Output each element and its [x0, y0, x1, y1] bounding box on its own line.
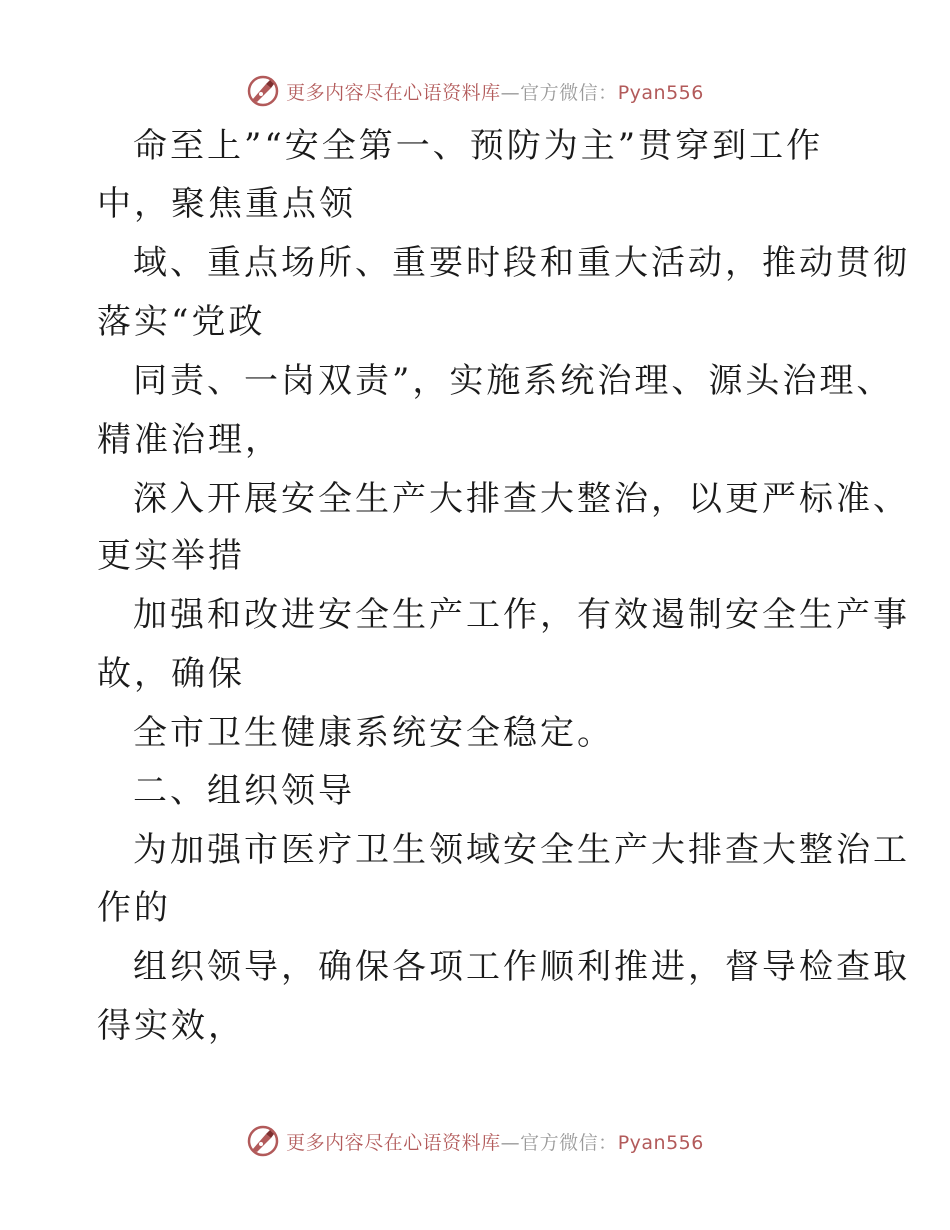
pen-nib-logo-icon [246, 74, 280, 108]
text-line: 更实举措 [97, 536, 245, 576]
text-line: 全市卫生健康系统安全稳定。 [133, 713, 614, 753]
text-line: 域、重点场所、重要时段和重大活动，推动贯彻 [133, 243, 910, 283]
watermark-separator: — [500, 1131, 521, 1154]
text-line: 深入开展安全生产大排查大整治，以更严标准、 [133, 479, 910, 519]
text-line: 组织领导，确保各项工作顺利推进，督导检查取 [133, 947, 910, 987]
watermark-wechat-id: Pyan556 [617, 81, 704, 104]
text-line: 故，确保 [97, 654, 245, 694]
text-line: 加强和改进安全生产工作，有效遏制安全生产事 [133, 595, 910, 635]
watermark-separator: — [500, 81, 521, 104]
text-line: 中，聚焦重点领 [97, 184, 356, 224]
watermark-wechat-id: Pyan556 [617, 1131, 704, 1154]
watermark-wechat-label: 官方微信： [520, 1131, 618, 1154]
pen-nib-logo-icon [246, 1124, 280, 1158]
watermark-header [0, 71, 950, 111]
watermark-main-text: 更多内容尽在心语资料库 [286, 81, 501, 104]
text-line: 命至上”“安全第一、预防为主”贯穿到工作 [133, 126, 824, 166]
watermark-main-text: 更多内容尽在心语资料库 [286, 1131, 501, 1154]
text-line: 精准治理， [97, 420, 282, 460]
watermark-wechat-label: 官方微信： [520, 81, 618, 104]
text-line: 作的 [97, 888, 171, 928]
section-heading: 二、组织领导 [133, 771, 355, 811]
text-line: 同责、一岗双责”，实施系统治理、源头治理、 [133, 361, 894, 401]
watermark-footer [0, 1121, 950, 1161]
text-line: 落实“党政 [97, 302, 266, 342]
text-line: 为加强市医疗卫生领域安全生产大排查大整治工 [133, 830, 910, 870]
text-line: 得实效， [97, 1006, 245, 1046]
